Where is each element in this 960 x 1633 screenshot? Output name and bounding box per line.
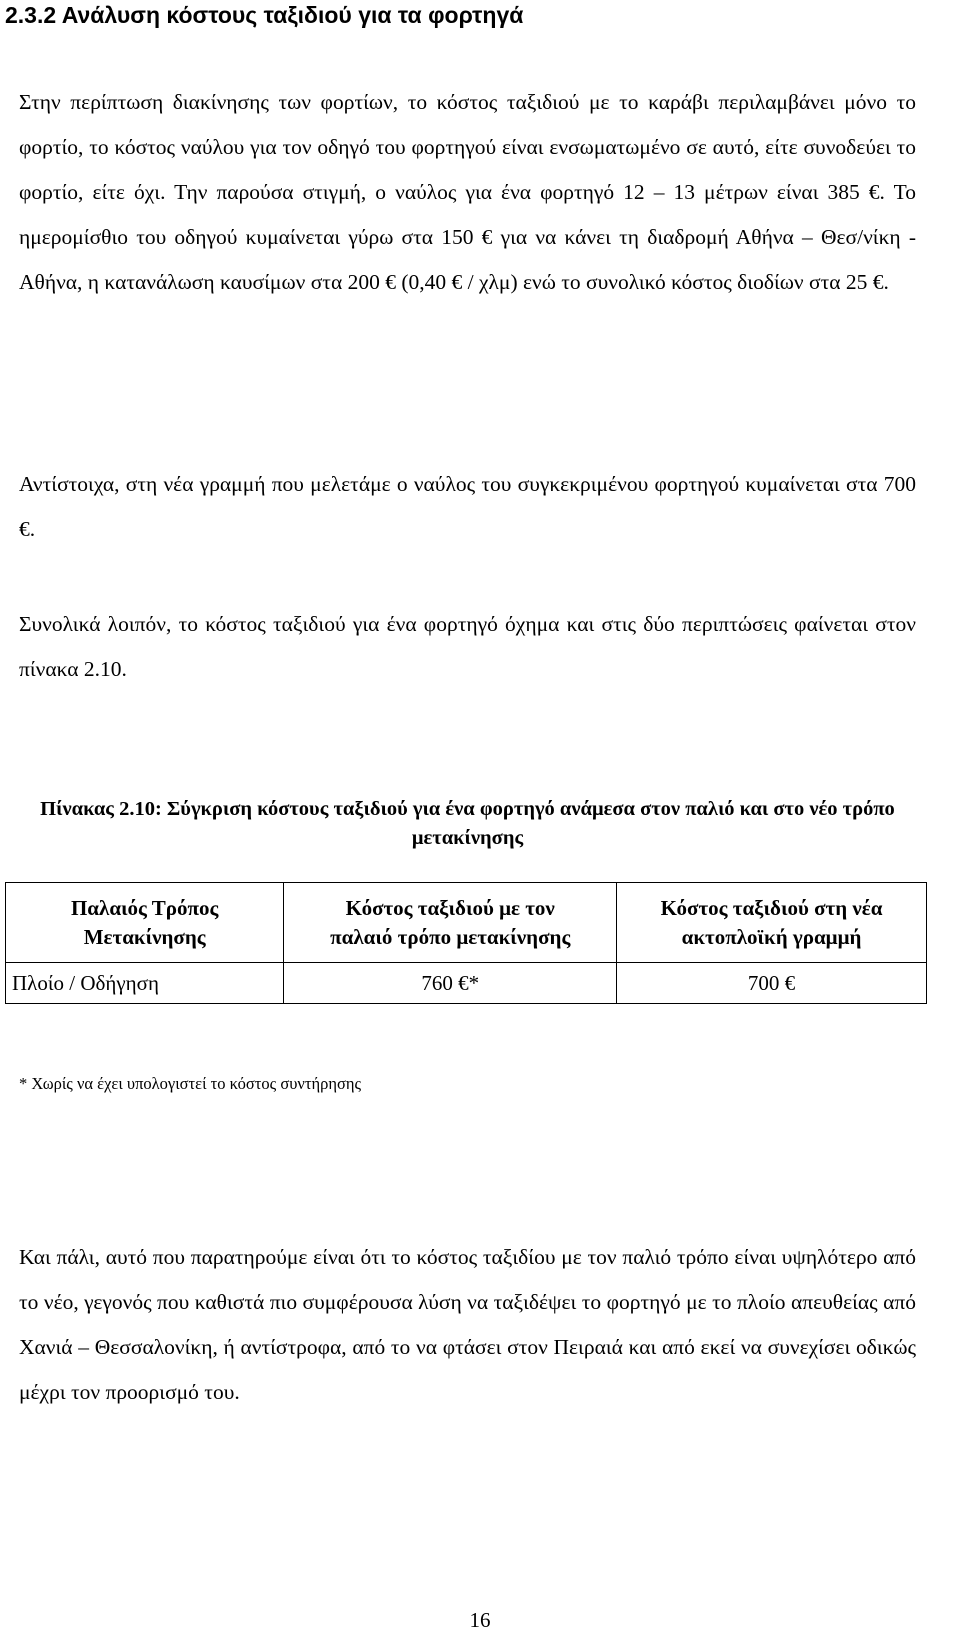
table-row — [6, 963, 927, 1004]
table-caption-text: Σύγκριση κόστους ταξιδιού για ένα φορτηγό ανάμεσα στον παλιό και στο νέο τρόπο μετακίνησης — [166, 798, 895, 849]
section-heading: 2.3.2 Ανάλυση κόστους ταξιδιού για τα φορτηγά — [5, 2, 524, 28]
cost-comparison-table — [5, 882, 927, 1004]
header-old-cost: Κόστος ταξιδιού με τον παλαιό τρόπο μετακίνησης — [284, 883, 617, 963]
paragraph-truck-fare: Στην περίπτωση διακίνησης των φορτίων, το κόστος ταξιδιού με το καράβι περιλαμβάνει μόνο το φορτίο, το κόστος ναύλου για τον οδηγό του φορτηγού είναι ενσωματωμένο σε αυτό, είτε συνοδεύει το φορτίο, είτε όχι. Την παρούσα στιγμή, ο ναύλος για ένα φορτηγό 12 – 13 μέτρων είναι 385 €. Το ημερομίσθιο του οδηγού κυμαίνεται γύρω στα 150 € για να κάνει τη διαδρομή Αθήνα – Θεσ/νίκη - Αθήνα, η κατανάλωση καυσίμων στα 200 € (0,40 € / χλμ) ενώ το συνολικό κόστος διοδίων στα 25 €. — [19, 90, 916, 294]
cell-old-cost: 760 €* — [284, 963, 617, 1004]
header-new-cost: Κόστος ταξιδιού στη νέα ακτοπλοϊκή γραμμή — [617, 883, 927, 963]
paragraph-conclusion: Και πάλι, αυτό που παρατηρούμε είναι ότι το κόστος ταξιδίου με τον παλιό τρόπο είναι υψηλότερο από το νέο, γεγονός που καθιστά πιο συμφέρουσα λύση να ταξιδέψει το φορτηγό με το πλοίο απευθείας από Χανιά – Θεσσαλονίκη, ή αντίστροφα, από το να φτάσει στον Πειραιά και από εκεί να συνεχίσει οδικώς μέχρι τον προορισμό του. — [19, 1245, 916, 1404]
cell-new-cost: 700 € — [617, 963, 927, 1004]
paragraph-summary: Συνολικά λοιπόν, το κόστος ταξιδιού για ένα φορτηγό όχημα και στις δύο περιπτώσεις φαίνεται στον πίνακα 2.10. — [19, 612, 916, 681]
page-number: 16 — [469, 1608, 491, 1632]
cell-mode: Πλοίο / Οδήγηση — [6, 963, 284, 1004]
paragraph-new-line-fare: Αντίστοιχα, στη νέα γραμμή που μελετάμε ο ναύλος του συγκεκριμένου φορτηγού κυμαίνεται στα 700 €. — [19, 472, 916, 541]
table-header-row — [6, 883, 927, 963]
table-footnote: * Χωρίς να έχει υπολογιστεί το κόστος συντήρησης — [19, 1074, 362, 1093]
header-old-mode: Παλαιός Τρόπος Μετακίνησης — [6, 883, 284, 963]
table-caption — [19, 795, 916, 853]
table-caption-label: Πίνακας 2.10: — [40, 798, 162, 820]
